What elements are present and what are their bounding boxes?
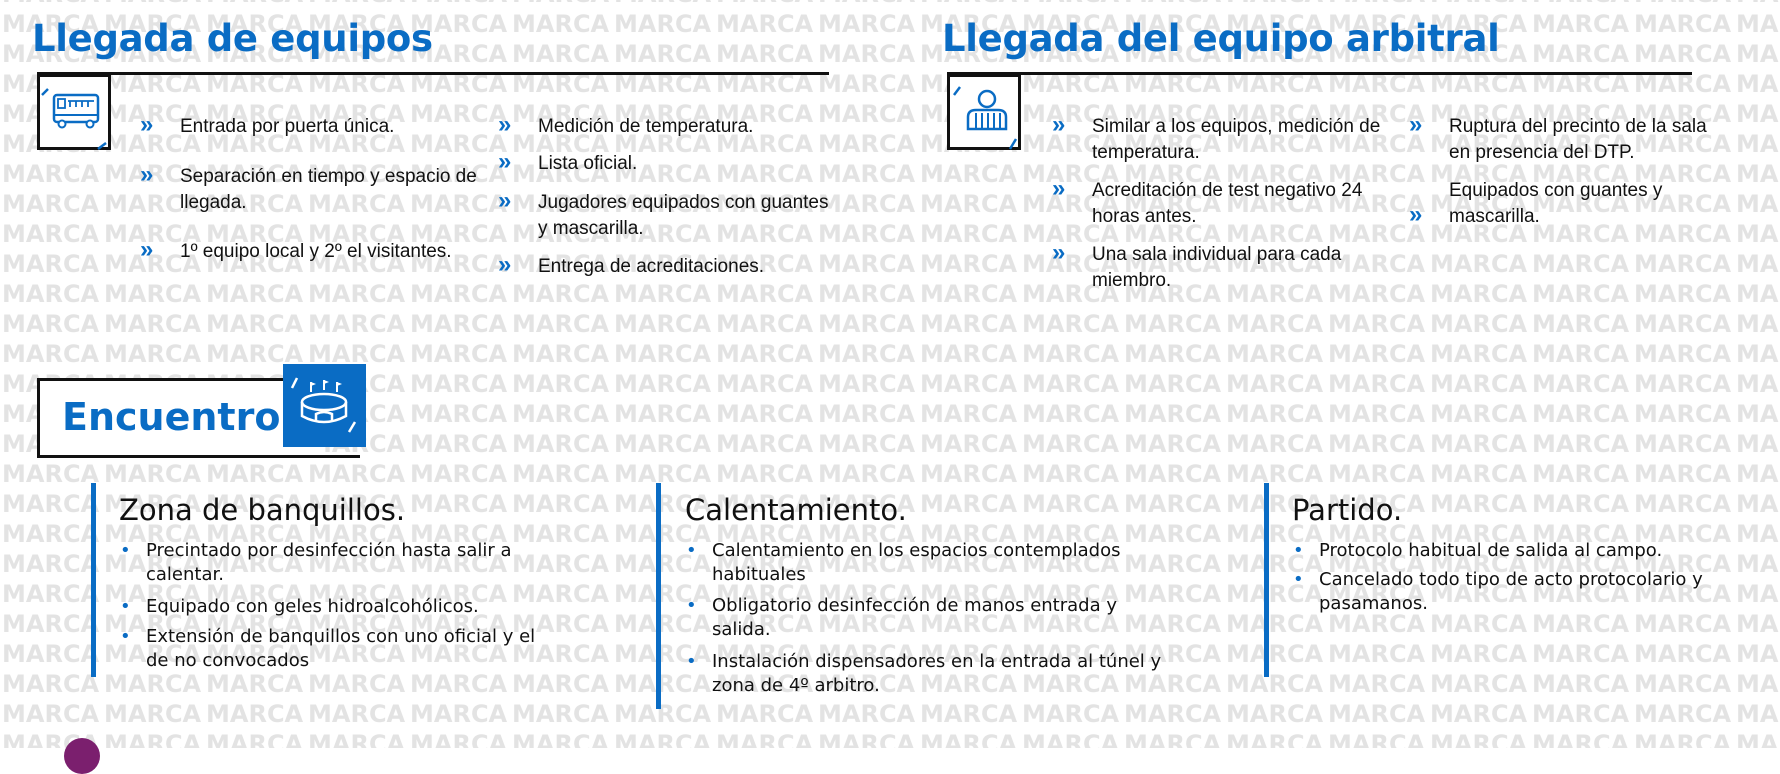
teams-right-item-4: » Entrega de acreditaciones. (498, 251, 765, 278)
bullet-icon: • (1293, 569, 1304, 590)
stadium-icon (283, 364, 366, 447)
warmup-item-2: • Obligatorio desinfección de manos entrada y salida. (686, 595, 1117, 640)
teams-right-item-1: » Medición de temperatura. (498, 111, 754, 138)
bullet-icon: • (686, 651, 697, 672)
chevron-right-icon: » (498, 251, 508, 278)
chevron-right-icon: » (1409, 111, 1419, 138)
teams-arrival-title: Llegada de equipos (32, 17, 433, 60)
warmup-item-1: • Calentamiento en los espacios contemplados habituales (686, 540, 1121, 585)
chevron-right-icon: » (140, 111, 150, 138)
match-play-item-1: • Protocolo habitual de salida al campo. (1293, 540, 1663, 561)
chevron-right-icon: » (498, 187, 508, 214)
warmup-column-title: Calentamiento. (685, 493, 907, 527)
referees-left-item-2: » Acreditación de test negativo 24 horas antes. (1052, 175, 1363, 227)
chevron-right-icon: » (1052, 111, 1062, 138)
referees-left-item-3: » Una sala individual para cada miembro. (1052, 239, 1342, 291)
teams-left-item-3: » 1º equipo local y 2º el visitantes. (140, 236, 452, 263)
chevron-right-icon: » (140, 236, 150, 263)
bullet-icon: • (686, 540, 697, 561)
referees-right-item-2: » Equipados con guantes y mascarilla. (1409, 180, 1663, 228)
match-title: Encuentro (62, 395, 281, 439)
chevron-right-icon: » (498, 111, 508, 138)
teams-right-item-3: » Jugadores equipados con guantes y mascarilla. (498, 187, 829, 239)
bullet-icon: • (120, 626, 131, 647)
teams-right-item-2: » Lista oficial. (498, 148, 638, 175)
chevron-right-icon: » (1409, 201, 1419, 228)
warmup-item-3: • Instalación dispensadores en la entrada al túnel y zona de 4º arbitro. (686, 651, 1162, 696)
referees-arrival-title: Llegada del equipo arbitral (942, 17, 1500, 60)
match-icon-box (283, 364, 366, 447)
match-play-column-title: Partido. (1292, 493, 1403, 527)
bench-column-bar (91, 483, 96, 677)
bullet-icon: • (1293, 540, 1304, 561)
chevron-right-icon: » (498, 148, 508, 175)
bench-item-2: • Equipado con geles hidroalcohólicos. (120, 596, 479, 617)
chevron-right-icon: » (1052, 175, 1062, 202)
bench-item-1: • Precintado por desinfección hasta salir a calentar. (120, 540, 512, 585)
bench-item-3: • Extensión de banquillos con uno oficial y el de no convocados (120, 626, 536, 671)
referees-left-item-1: » Similar a los equipos, medición de temperatura. (1052, 111, 1381, 163)
match-play-column-bar (1264, 483, 1269, 677)
bench-column-title: Zona de banquillos. (119, 493, 406, 527)
referees-right-item-1: » Ruptura del precinto de la sala en presencia del DTP. (1409, 111, 1707, 163)
bullet-icon: • (120, 540, 131, 561)
chevron-right-icon: » (1052, 239, 1062, 266)
chevron-right-icon: » (140, 161, 150, 188)
brand-logo-icon (64, 738, 100, 774)
teams-left-item-1: » Entrada por puerta única. (140, 111, 395, 138)
match-play-item-2: • Cancelado todo tipo de acto protocolario y pasamanos. (1293, 569, 1703, 614)
warmup-column-bar (656, 483, 661, 709)
bullet-icon: • (120, 596, 131, 617)
bullet-icon: • (686, 595, 697, 616)
teams-left-item-2: » Separación en tiempo y espacio de llegada. (140, 161, 477, 213)
